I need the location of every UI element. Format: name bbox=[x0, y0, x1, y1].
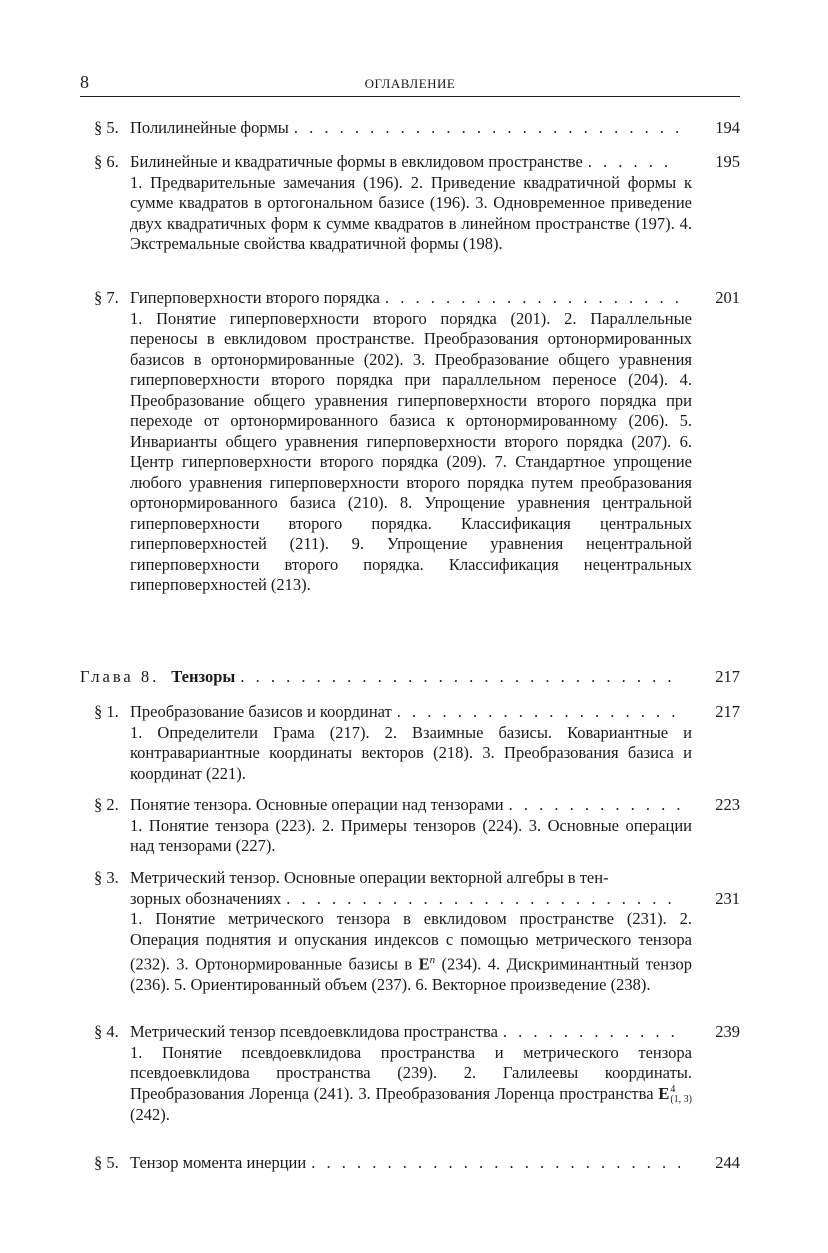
math-subscript: (1, 3) bbox=[670, 1093, 692, 1105]
math-superscript: 4 bbox=[670, 1083, 676, 1095]
toc-entry-title: Понятие тензора. Основные операции над тензорами bbox=[130, 795, 504, 814]
math-superscript: n bbox=[429, 954, 436, 966]
toc-entry bbox=[80, 1022, 740, 1125]
toc-entry-title: Преобразование базисов и координат bbox=[130, 702, 392, 721]
toc-entry-title-continued: зорных обозначениях bbox=[130, 888, 282, 908]
section-number: § 5. bbox=[94, 1153, 119, 1172]
math-symbol: E bbox=[418, 954, 430, 974]
section-number: § 2. bbox=[94, 795, 119, 814]
leader-dots bbox=[286, 889, 680, 910]
section-number: § 1. bbox=[94, 702, 119, 721]
toc-entry-description: 1. Определители Грама (217). 2. Взаимные базисы. Ковариантные и контравариантные координаты векторов (218). 3. Преобразования базиса и координат (221). bbox=[130, 722, 692, 783]
section-number: § 4. bbox=[94, 1022, 119, 1041]
toc-page-number: 195 bbox=[715, 152, 740, 171]
leader-dots bbox=[385, 288, 680, 309]
toc-entry bbox=[80, 118, 740, 139]
leader-dots bbox=[509, 795, 680, 816]
toc-entry-description: 1. Предварительные замечания (196). 2. Приведение квадратичной формы к сумме квадратов в ортогональном базисе (196). 3. Одновременное приведение двух квадратичных форм к сумме квадратов в линейном пространстве (197). 4. Экстремальные свойства квадратичной формы (198). bbox=[130, 172, 692, 253]
leader-dots bbox=[240, 667, 680, 688]
section-number: § 6. bbox=[94, 152, 119, 171]
toc-entry-description: 1. Понятие гиперповерхности второго порядка (201). 2. Параллельные переносы в евклидовом пространстве. Преобразования ортонормированных базисов в ортонормированные (202). 3. Преобразование общего уравнения гиперповерхности второго порядка при параллельном переносе (204). 4. Преобразование общего уравнения гиперповерхности второго порядка при переходе от ортонормированного базиса к ортонормированному (206). 5. Инварианты общего уравнения гиперповерхности второго порядка (207). 6. Центр гиперповерхности второго порядка (209). 7. Стандартное упрощение любого уравнения гиперповерхности второго порядка путем преобразования ортонормированного базиса (210). 8. Упрощение уравнения центральной гиперповерхности второго порядка. Классификация центральных гиперповерхностей (211). 9. Упрощение уравнения нецентральной гиперповерхности второго порядка. Классификация нецентральных гиперповерхностей (213). bbox=[130, 308, 692, 594]
toc-entry-description: 1. Понятие тензора (223). 2. Примеры тензоров (224). 3. Основные операции над тензорами (227). bbox=[130, 815, 692, 855]
toc-page-number: 223 bbox=[715, 795, 740, 814]
toc-page-number: 217 bbox=[715, 667, 740, 686]
toc-entry-title: Гиперповерхности второго порядка bbox=[130, 288, 380, 307]
leader-dots bbox=[503, 1022, 680, 1043]
toc-entry-title: Метрический тензор. Основные операции векторной алгебры в тен- bbox=[130, 868, 609, 887]
leader-dots bbox=[311, 1153, 680, 1174]
chapter-title: Тензоры bbox=[171, 667, 236, 686]
toc-page-number: 231 bbox=[715, 888, 740, 908]
section-number: § 7. bbox=[94, 288, 119, 307]
chapter-label: Глава 8. bbox=[80, 667, 160, 686]
toc-entry-title: Билинейные и квадратичные формы в евклидовом пространстве bbox=[130, 152, 583, 171]
toc-page-number: 194 bbox=[715, 118, 740, 137]
math-symbol: E bbox=[658, 1083, 670, 1103]
toc-page-number: 239 bbox=[715, 1022, 740, 1041]
toc-entry bbox=[80, 152, 740, 255]
toc-entry bbox=[80, 702, 740, 784]
toc-entry bbox=[80, 288, 740, 596]
toc-entry-title: Тензор момента инерции bbox=[130, 1153, 307, 1172]
section-number: § 3. bbox=[94, 868, 119, 887]
toc-page-number: 201 bbox=[715, 288, 740, 307]
toc-chapter-entry bbox=[80, 667, 740, 688]
page-number: 8 bbox=[80, 72, 89, 92]
toc-entry-description: 1. Понятие псевдоевклидова пространства и метрического тензора псевдоевклидова пространства (239). 2. Галилеевы координаты. Преобразования Лоренца (241). 3. Преобразования Лоренца пространства E 4 (1, 3) (242). bbox=[130, 1042, 692, 1124]
toc-entry-title: Метрический тензор псевдоевклидова пространства bbox=[130, 1022, 498, 1041]
toc-entry bbox=[80, 868, 740, 996]
toc-entry bbox=[80, 1153, 740, 1174]
leader-dots bbox=[294, 118, 680, 139]
toc-page-number: 217 bbox=[715, 702, 740, 721]
toc-entry bbox=[80, 795, 740, 857]
toc-page-number: 244 bbox=[715, 1153, 740, 1172]
leader-dots bbox=[588, 152, 680, 173]
toc-entry-description: 1. Понятие метрического тензора в евклидовом пространстве (231). 2. Операция поднятия и опускания индексов с помощью метрического тензора (232). 3. Ортонормированные базисы в $E^n$ (234). 4. Дискриминантный тензор (236). 5. Ориентированный объем (237). 6. Векторное произведение (238). bbox=[130, 909, 693, 994]
leader-dots bbox=[397, 702, 680, 723]
running-title: ОГЛАВЛЕНИЕ bbox=[364, 76, 456, 91]
section-number: § 5. bbox=[94, 118, 119, 137]
toc-entry-title: Полилинейные формы bbox=[130, 118, 289, 137]
running-header bbox=[80, 72, 740, 97]
